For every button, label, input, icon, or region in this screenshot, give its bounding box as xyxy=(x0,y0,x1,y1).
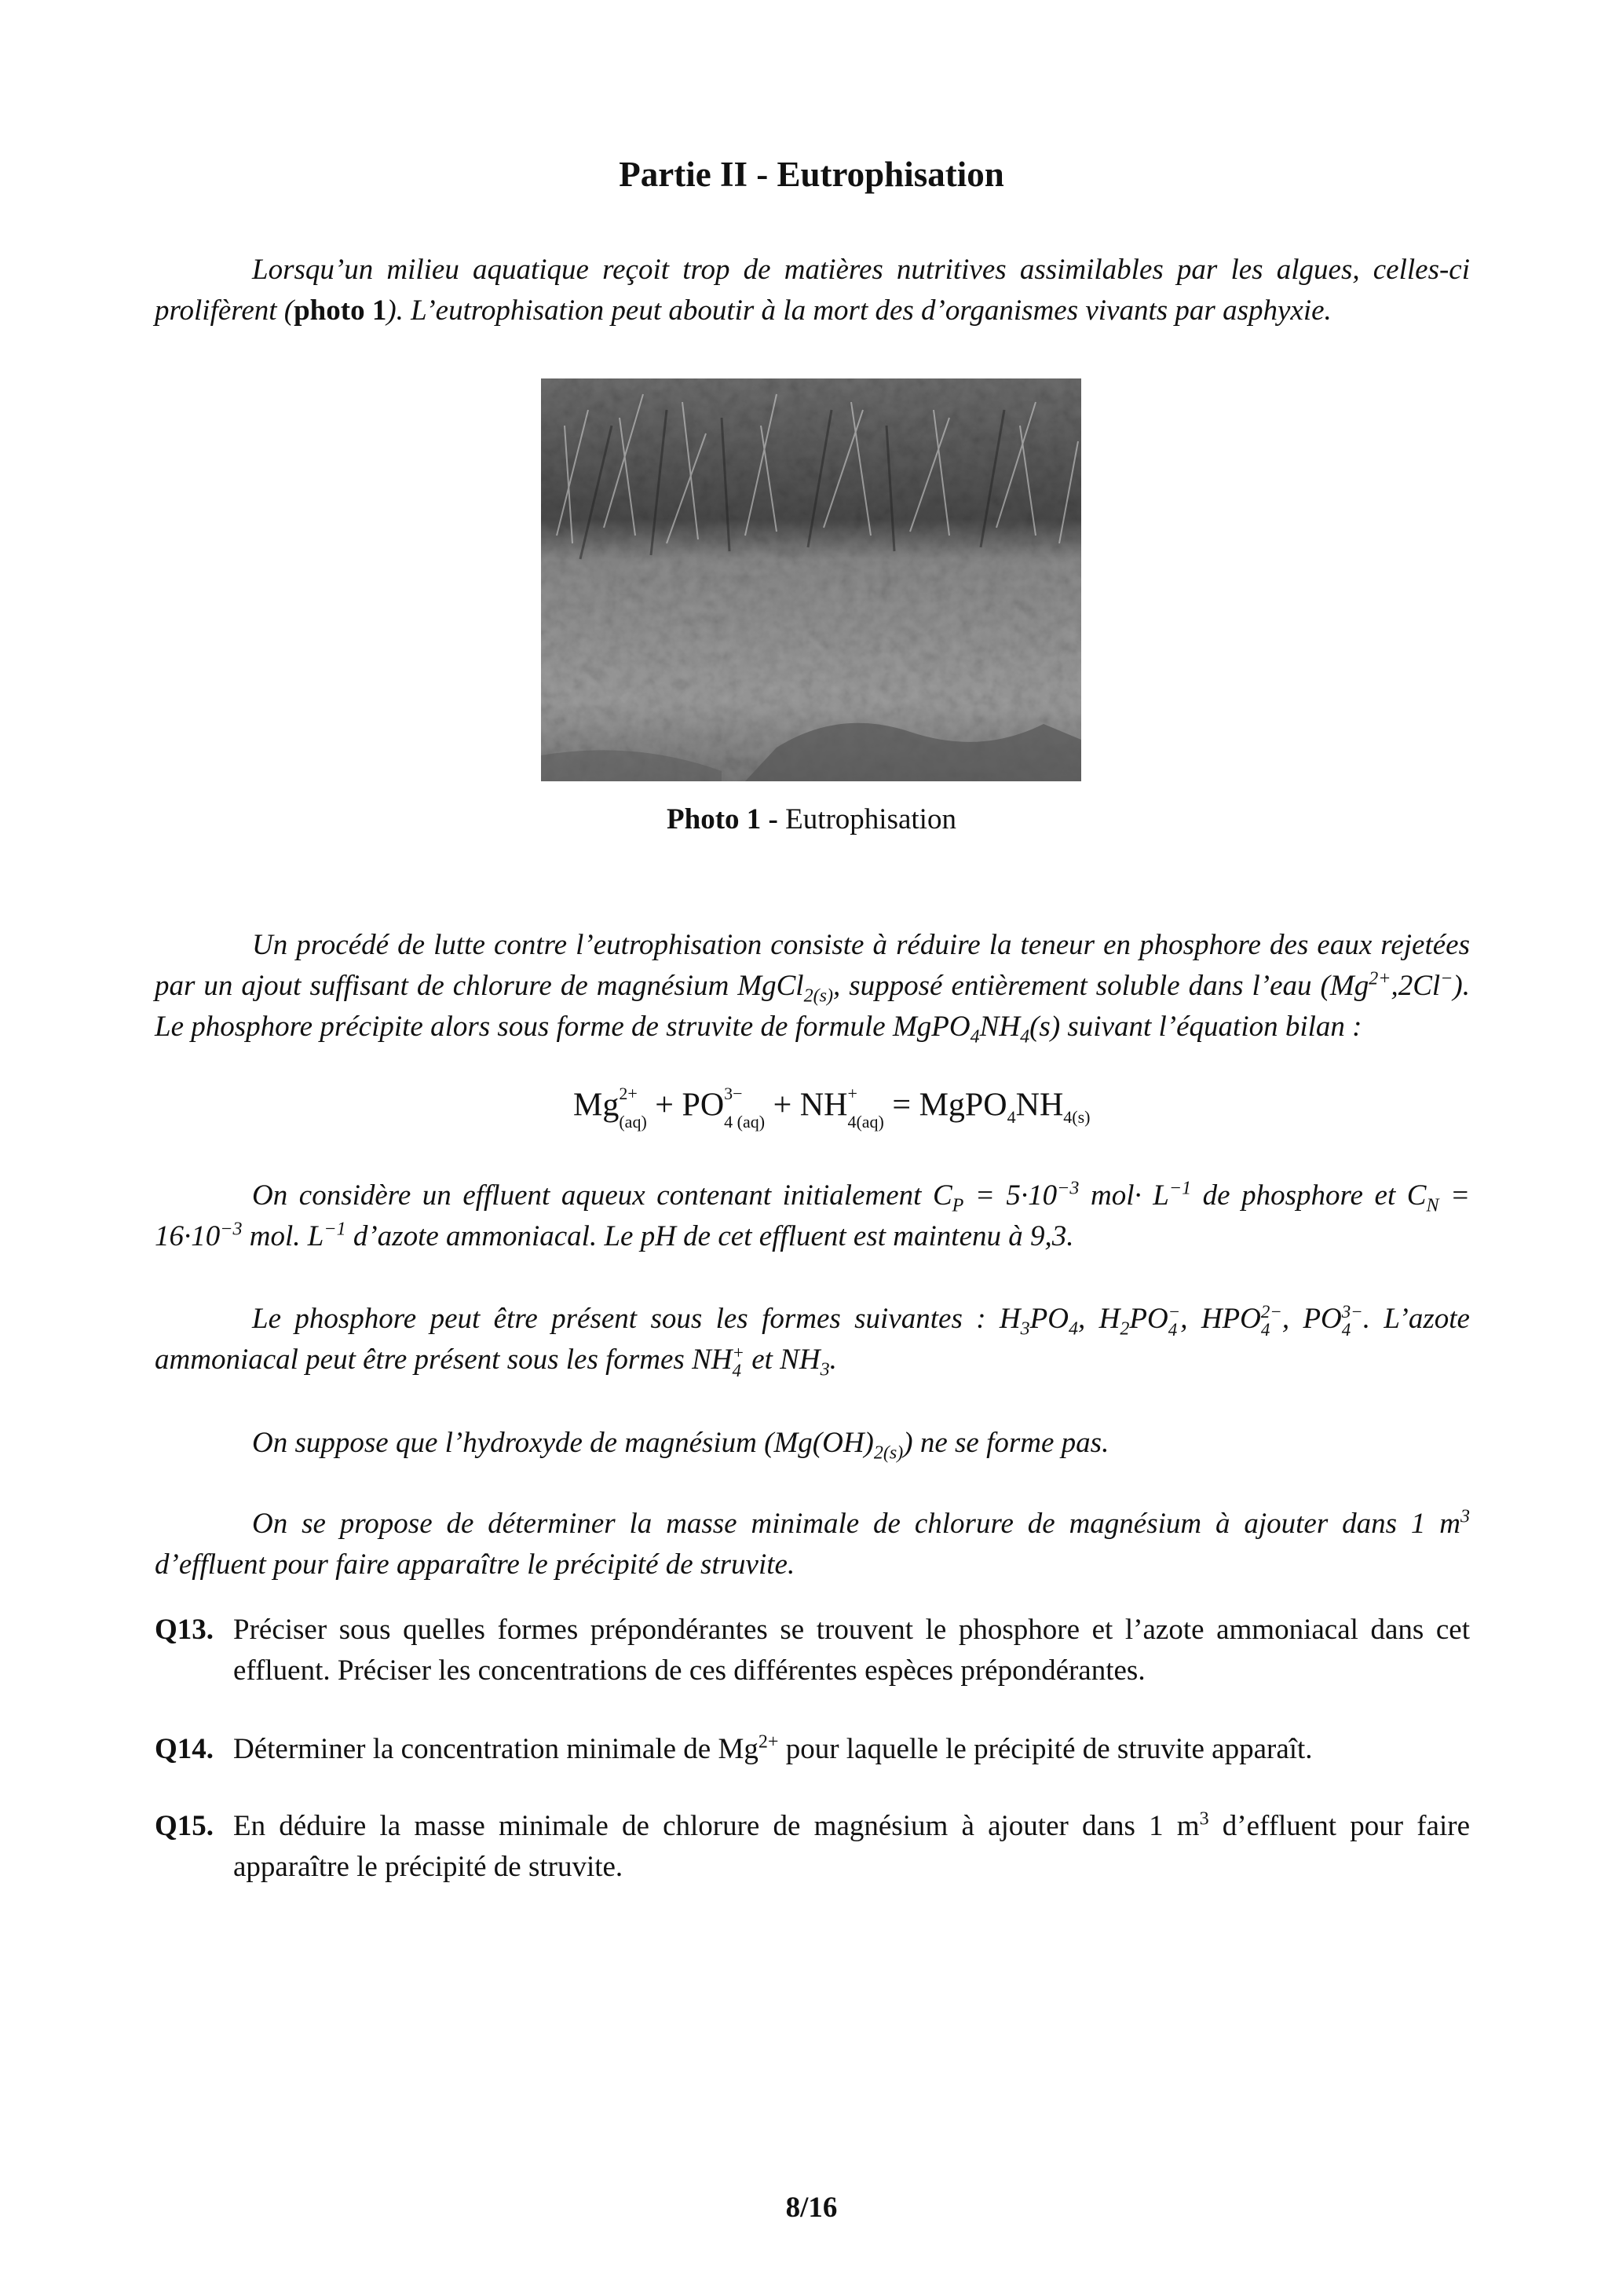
effluent-paragraph: On considère un effluent aqueux contenant initialement $C_P = 5\cdot 10^{-3}$ $mol\cdot L^{-1}$ de phosphore et $C_N = 16\cdot 10^{-3}$ mol. $L^{-1}$ d’azote ammoniacal. Le pH de cet effluent est maintenu à 9,3. xyxy=(155,1178,1471,1252)
struvite-equation: Mg 2+ (aq) + PO 3− 4 (aq) + NH + 4(aq) = $MgPO_4NH_{4(s)}$ xyxy=(573,1084,1091,1132)
question-text: En déduire la masse minimale de chlorure de magnésium à ajouter dans 1 $m^3$ d’effluent pour faire apparaître le précipité de struvite. xyxy=(233,1808,1471,1883)
species-paragraph: Le phosphore peut être présent sous les formes suivantes : $H_3PO_4$, $H_2PO$ − 4 , HPO 2− 4 , PO 3− 4 . L’azote ammoniacal peut être présent sous les formes NH + 4 et $NH_3$. xyxy=(155,1301,1470,1380)
intro-paragraph xyxy=(155,250,1470,331)
question-text: Déterminer la concentration minimale de $Mg^{2+}$ pour laquelle le précipité de struvite apparaît. xyxy=(233,1731,1313,1765)
photo-caption xyxy=(0,803,1623,836)
page-number: 8/16 xyxy=(785,2192,838,2224)
objective-paragraph: On se propose de déterminer la masse minimale de chlorure de magnésium à ajouter dans 1 $m^3$ d’effluent pour faire apparaître le précipité de struvite. xyxy=(155,1506,1470,1581)
intro-text-2: ). L’eutrophisation peut aboutir à la mort des d’organismes vivants par asphyxie. xyxy=(386,294,1332,327)
caption-label: Photo 1 - xyxy=(667,803,778,835)
eutrophisation-photo-image xyxy=(541,378,1081,781)
photo-eutrophisation xyxy=(541,378,1081,781)
photo-reference: photo 1 xyxy=(294,294,387,327)
question-label: Q15. xyxy=(155,1810,214,1842)
question-label: Q13. xyxy=(155,1614,214,1646)
intro-text-1: Lorsqu’un milieu aquatique reçoit trop de matières nutritives assimilables par les algues, celles-ci prolifèrent ( xyxy=(155,254,1470,327)
process-paragraph: Un procédé de lutte contre l’eutrophisation consiste à réduire la teneur en phosphore des eaux rejetées par un ajout suffisant de chlorure de magnésium MgCl$_{2(s)}$, supposé entièrement soluble dans l’eau $(Mg^{2+},2Cl^-)$. Le phosphore précipite alors sous forme de struvite de formule $MgPO_4NH_4(s)$ suivant l’équation bilan : xyxy=(155,929,1470,1047)
question-label: Q14. xyxy=(155,1733,214,1765)
caption-text: Eutrophisation xyxy=(777,803,956,835)
question-text: Préciser sous quelles formes prépondérantes se trouvent le phosphore et l’azote ammoniacal dans cet effluent. Préciser les concentrations de ces différentes espèces prépondérantes. xyxy=(233,1614,1470,1687)
hydroxide-paragraph: On suppose que l’hydroxyde de magnésium $(Mg(OH)_{2(s)})$ ne se forme pas. xyxy=(252,1427,1109,1464)
section-title: Partie II - Eutrophisation xyxy=(619,155,1004,194)
